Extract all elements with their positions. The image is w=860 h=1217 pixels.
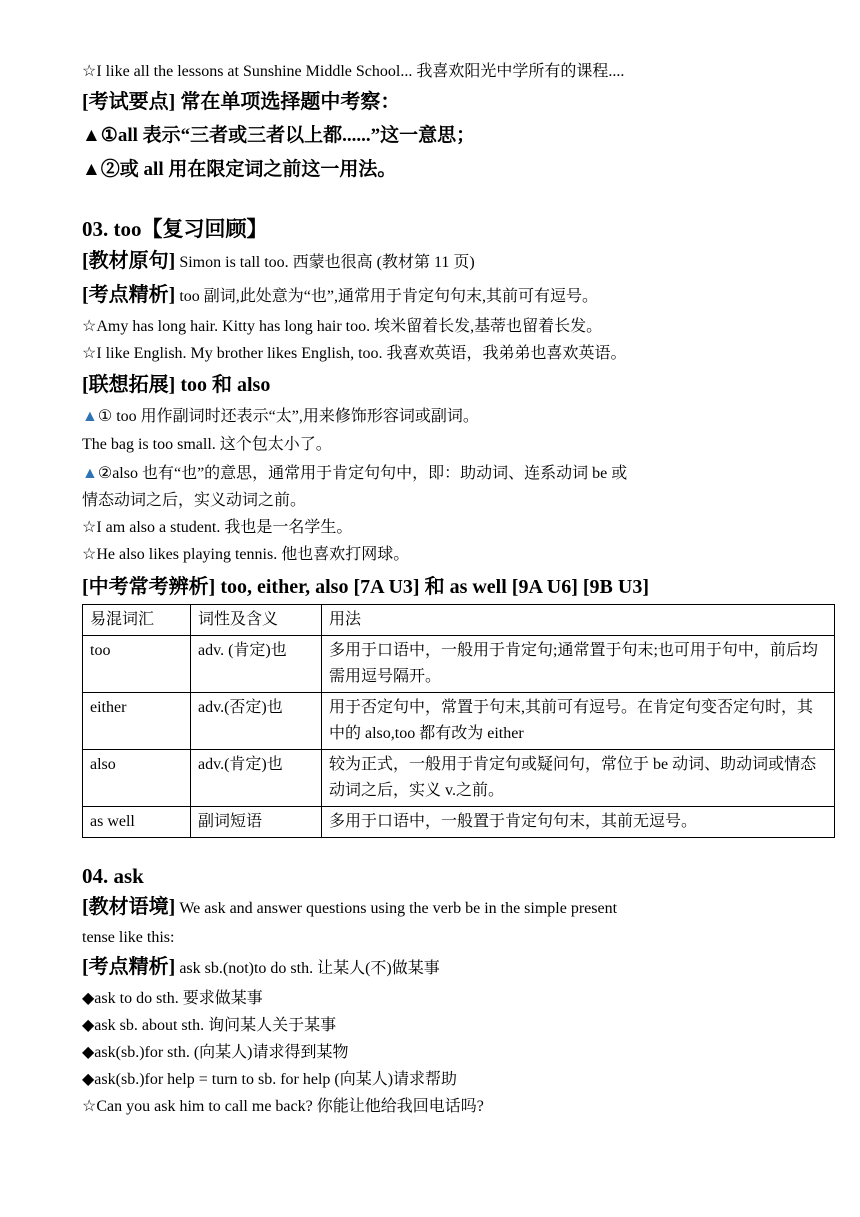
example-student: ☆I am also a student. 我也是一名学生。 xyxy=(82,519,353,536)
analysis-text: too 副词,此处意为“也”,通常用于肯定句句末,其前可有逗号。 xyxy=(179,288,598,305)
compare-text: too, either, also [7A U3] 和 as well [9A U6] [9B U3] xyxy=(220,576,649,598)
table-cell: 多用于口语中，一般置于肯定句句末，其前无逗号。 xyxy=(322,807,835,838)
comparison-table xyxy=(82,604,835,838)
ask-example: ☆Can you ask him to call me back? 你能让他给我回电话吗? xyxy=(82,1098,484,1115)
compare-tag: [中考常考辨析] xyxy=(82,576,216,598)
analysis-line xyxy=(82,279,836,313)
triangle-icon: ▲ xyxy=(82,408,98,425)
table-row xyxy=(83,750,835,807)
ask-analysis-line xyxy=(82,951,836,985)
table-cell: adv.(否定)也 xyxy=(191,693,322,750)
exam-points-tag: [考试要点] xyxy=(82,91,176,113)
compare-heading xyxy=(82,572,772,602)
extend-item-2 xyxy=(82,460,836,487)
ask-analysis-text: ask sb.(not)to do sth. 让某人(不)做某事 xyxy=(179,960,440,977)
textbook-sentence-text: Simon is tall too. 西蒙也很高 (教材第 11 页) xyxy=(179,254,475,271)
section-title-too: 03. too【复习回顾】 xyxy=(82,217,268,241)
table-header-row xyxy=(83,605,835,636)
table-header-cell: 词性及含义 xyxy=(191,605,322,636)
textbook-sentence-line xyxy=(82,245,836,279)
table-cell: too xyxy=(83,636,191,693)
table-cell: adv.(肯定)也 xyxy=(191,750,322,807)
list-item: ◆ask sb. about sth. 询问某人关于某事 xyxy=(82,1017,337,1034)
exam-points-line xyxy=(82,85,836,119)
table-cell: also xyxy=(83,750,191,807)
table-cell: 多用于口语中，一般用于肯定句;通常置于句末;也可用于句中，前后均需用逗号隔开。 xyxy=(322,636,835,693)
extend-item-1 xyxy=(82,403,836,430)
example-english: ☆I like English. My brother likes English, too. 我喜欢英语，我弟弟也喜欢英语。 xyxy=(82,345,627,362)
table-row xyxy=(83,636,835,693)
extend-tag: [联想拓展] xyxy=(82,374,176,396)
context-line-cont: tense like this: xyxy=(82,929,175,946)
point-2: ▲②或 all 用在限定词之前这一用法。 xyxy=(82,159,397,180)
extend-item-1-example: The bag is too small. 这个包太小了。 xyxy=(82,436,332,453)
textbook-sentence-tag: [教材原句] xyxy=(82,250,176,272)
table-cell: either xyxy=(83,693,191,750)
list-item: ◆ask to do sth. 要求做某事 xyxy=(82,990,263,1007)
context-text: We ask and answer questions using the verb be in the simple present xyxy=(179,900,618,917)
table-header-cell: 易混词汇 xyxy=(83,605,191,636)
extend-item-2-text: ②also 也有“也”的意思，通常用于肯定句句中，即：助动词、连系动词 be 或 xyxy=(97,465,628,482)
table-row xyxy=(83,693,835,750)
ask-analysis-tag: [考点精析] xyxy=(82,956,176,978)
extend-text: too 和 also xyxy=(180,374,271,396)
section-title-ask: 04. ask xyxy=(82,864,144,888)
exam-points-text: 常在单项选择题中考察： xyxy=(180,91,401,113)
table-cell: as well xyxy=(83,807,191,838)
context-line xyxy=(82,892,836,924)
table-cell: 用于否定句中，常置于句末,其前可有逗号。在肯定句变否定句时，其中的 also,too 都有改为 either xyxy=(322,693,835,750)
table-cell: 副词短语 xyxy=(191,807,322,838)
context-tag: [教材语境] xyxy=(82,896,176,918)
list-item: ◆ask(sb.)for help = turn to sb. for help (向某人)请求帮助 xyxy=(82,1071,458,1088)
example-tennis: ☆He also likes playing tennis. 他也喜欢打网球。 xyxy=(82,546,410,563)
table-cell: adv. (肯定)也 xyxy=(191,636,322,693)
extend-line xyxy=(82,367,836,403)
table-row xyxy=(83,807,835,838)
triangle-icon: ▲ xyxy=(82,465,98,482)
table-cell: 较为正式，一般用于肯定句或疑问句，常位于 be 动词、助动词或情态动词之后，实义 v.之前。 xyxy=(322,750,835,807)
table-header-cell: 用法 xyxy=(322,605,835,636)
extend-item-1-text: ① too 用作副词时还表示“太”,用来修饰形容词或副词。 xyxy=(97,408,479,425)
document-page xyxy=(82,58,836,1120)
analysis-tag: [考点精析] xyxy=(82,284,176,306)
point-1: ▲①all 表示“三者或三者以上都......”这一意思； xyxy=(82,125,476,146)
extend-item-2-cont: 情态动词之后，实义动词之前。 xyxy=(82,492,307,509)
list-item: ◆ask(sb.)for sth. (向某人)请求得到某物 xyxy=(82,1044,349,1061)
example-amy: ☆Amy has long hair. Kitty has long hair too. 埃米留着长发,基蒂也留着长发。 xyxy=(82,318,603,335)
example-sentence: ☆I like all the lessons at Sunshine Middle School... 我喜欢阳光中学所有的课程.... xyxy=(82,63,625,80)
